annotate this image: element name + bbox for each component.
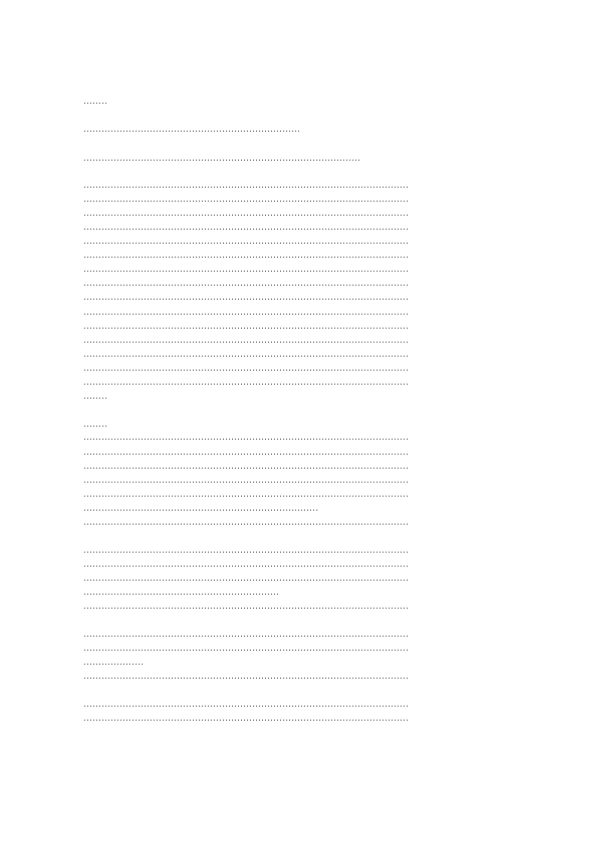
page-header: ........ [83, 99, 108, 105]
text-line: ............................................................................................................ [83, 716, 409, 722]
text-line: ............................................................................................................ [83, 702, 409, 708]
text-line: ............................................................................................................ [83, 450, 409, 456]
text-line: ............................................................................................................ [83, 520, 409, 526]
document-title: ........................................................................ [83, 127, 300, 133]
text-line: ............................................................................................................ [83, 324, 409, 330]
text-line: ............................................................................................................ [83, 464, 409, 470]
text-line: ............................................................................................................ [83, 492, 409, 498]
text-line: ............................................................................................................ [83, 646, 409, 652]
text-line: ............................................................................................................ [83, 338, 409, 344]
text-line: ............................................................................................................ [83, 267, 409, 273]
text-line: .................... [83, 660, 144, 666]
text-line: ............................................................................................................ [83, 281, 409, 287]
text-line: ............................................................................................ [83, 156, 361, 162]
text-line: ............................................................................................................ [83, 211, 409, 217]
text-line: .............................................................................. [83, 506, 318, 512]
text-line: ............................................................................................................ [83, 632, 409, 638]
text-line: ............................................................................................................ [83, 253, 409, 259]
text-line: ........ [83, 394, 108, 400]
text-line: ............................................................................................................ [83, 310, 409, 316]
section-heading: ............................................................................................................ [83, 435, 409, 441]
text-line: ............................................................................................................ [83, 478, 409, 484]
text-line: ............................................................................................................ [83, 576, 409, 582]
text-line: ................................................................. [83, 590, 279, 596]
text-line: ............................................................................................................ [83, 239, 409, 245]
text-line: ............................................................................................................ [83, 674, 409, 680]
text-line: ............................................................................................................ [83, 197, 409, 203]
text-line: ............................................................................................................ [83, 562, 409, 568]
text-line: ............................................................................................................ [83, 604, 409, 610]
text-line: ............................................................................................................ [83, 352, 409, 358]
text-line: ........ [83, 422, 108, 428]
text-line: ............................................................................................................ [83, 548, 409, 554]
text-line: ............................................................................................................ [83, 380, 409, 386]
text-line: ............................................................................................................ [83, 183, 409, 189]
text-line: ............................................................................................................ [83, 295, 409, 301]
text-line: ............................................................................................................ [83, 366, 409, 372]
text-line: ............................................................................................................ [83, 225, 409, 231]
